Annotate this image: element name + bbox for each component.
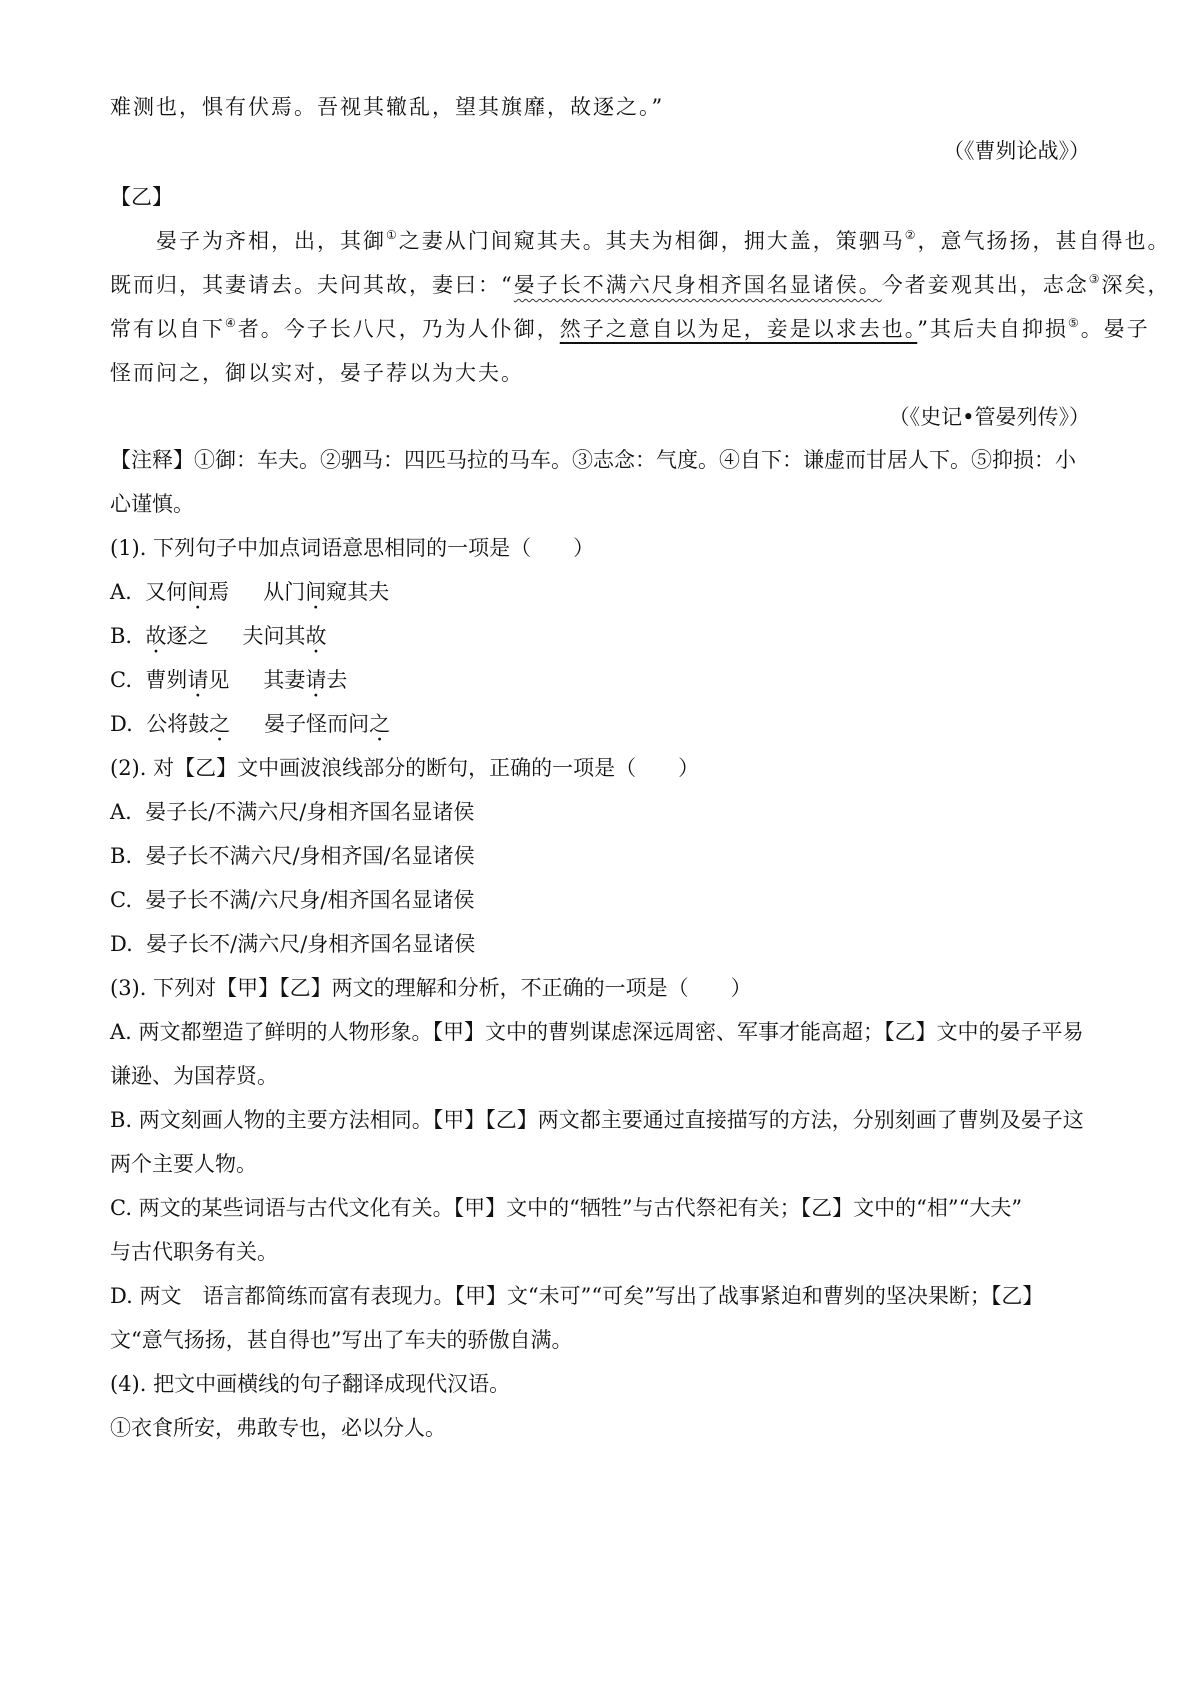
- q3-option-b-line-2: 两个主要人物。: [110, 1152, 257, 1176]
- q2-option-d: D. 晏子长不/满六尺/身相齐国名显诸侯: [110, 932, 476, 956]
- q1-option-c: C. 曹刿请见 其妻请去: [110, 668, 348, 692]
- jia-source: （《曹刿论战》）: [943, 139, 1090, 163]
- jia-ending-text: 难测也，惧有伏焉。吾视其辙乱，望其旗靡，故逐之。”: [110, 95, 665, 119]
- notes-line-2: 心谨慎。: [110, 492, 194, 516]
- wavy-underlined-sentence: 晏子长不满六尺身相齐国名显诸侯。: [513, 273, 882, 297]
- q2-option-a: A. 晏子长/不满六尺/身相齐国名显诸侯: [110, 800, 475, 824]
- q2-stem: (2). 对【乙】文中画波浪线部分的断句，正确的一项是（ ）: [110, 756, 700, 780]
- notes-line-1: 【注释】①御：车夫。②驷马：四匹马拉的马车。③志念：气度。④自下：谦虚而甘居人下。⑤抑损：小: [110, 448, 1076, 472]
- q4-stem: (4). 把文中画横线的句子翻译成现代汉语。: [110, 1372, 511, 1396]
- q4-item-1: ①衣食所安，弗敢专也，必以分人。: [110, 1416, 446, 1440]
- yi-paragraph-line-2: 既而归，其妻请去。夫问其故，妻曰：“晏子长不满六尺身相齐国名显诸侯。今者妾观其出，志念③深矣，: [110, 272, 1171, 297]
- yi-heading: 【乙】: [110, 185, 173, 209]
- q3-option-d-line-1: D. 两文 语言都简练而富有表现力。【甲】文“未可”“可矣”写出了战事紧迫和曹刿的坚决果断；【乙】: [110, 1284, 1044, 1308]
- q2-option-b: B. 晏子长不满六尺/身相齐国/名显诸侯: [110, 844, 475, 868]
- q3-option-b-line-1: B. 两文刻画人物的主要方法相同。【甲】【乙】两文都主要通过直接描写的方法，分别刻画了曹刿及晏子这: [110, 1108, 1084, 1132]
- q1-option-d: D. 公将鼓之 晏子怪而问之: [110, 712, 391, 736]
- yi-source: （《史记•管晏列传》）: [888, 405, 1090, 429]
- q3-option-c-line-1: C. 两文的某些词语与古代文化有关。【甲】文中的“牺牲”与古代祭祀有关；【乙】文中的“相”“大夫”: [110, 1196, 1023, 1220]
- yi-paragraph-line-3: 常有以自下④者。今子长八尺，乃为人仆御，然子之意自以为足，妾是以求去也。”其后夫自抑损⑤。晏子: [110, 316, 1150, 341]
- q3-stem: (3). 下列对【甲】【乙】两文的理解和分析，不正确的一项是（ ）: [110, 976, 752, 1000]
- yi-paragraph-line-1: 晏子为齐相，出，其御①之妻从门间窥其夫。其夫为相御，拥大盖，策驷马②，意气扬扬，甚自得也。: [156, 228, 1171, 253]
- q1-stem: (1). 下列句子中加点词语意思相同的一项是（ ）: [110, 536, 595, 560]
- q2-option-c: C. 晏子长不满/六尺身/相齐国名显诸侯: [110, 888, 475, 912]
- underlined-sentence: 然子之意自以为足，妾是以求去也。: [559, 317, 918, 341]
- q1-option-a: A. 又何间焉 从门间窥其夫: [110, 580, 390, 604]
- yi-paragraph-line-4: 怪而问之，御以实对，晏子荐以为大夫。: [110, 361, 524, 385]
- q3-option-d-line-2: 文“意气扬扬，甚自得也”写出了车夫的骄傲自满。: [110, 1328, 573, 1352]
- q3-option-a-line-1: A. 两文都塑造了鲜明的人物形象。【甲】文中的曹刿谋虑深远周密、军事才能高超；【乙】文中的晏子平易: [110, 1020, 1084, 1044]
- q1-option-b: B. 故逐之 夫问其故: [110, 624, 327, 648]
- q3-option-c-line-2: 与古代职务有关。: [110, 1240, 278, 1264]
- q3-option-a-line-2: 谦逊、为国荐贤。: [110, 1064, 278, 1088]
